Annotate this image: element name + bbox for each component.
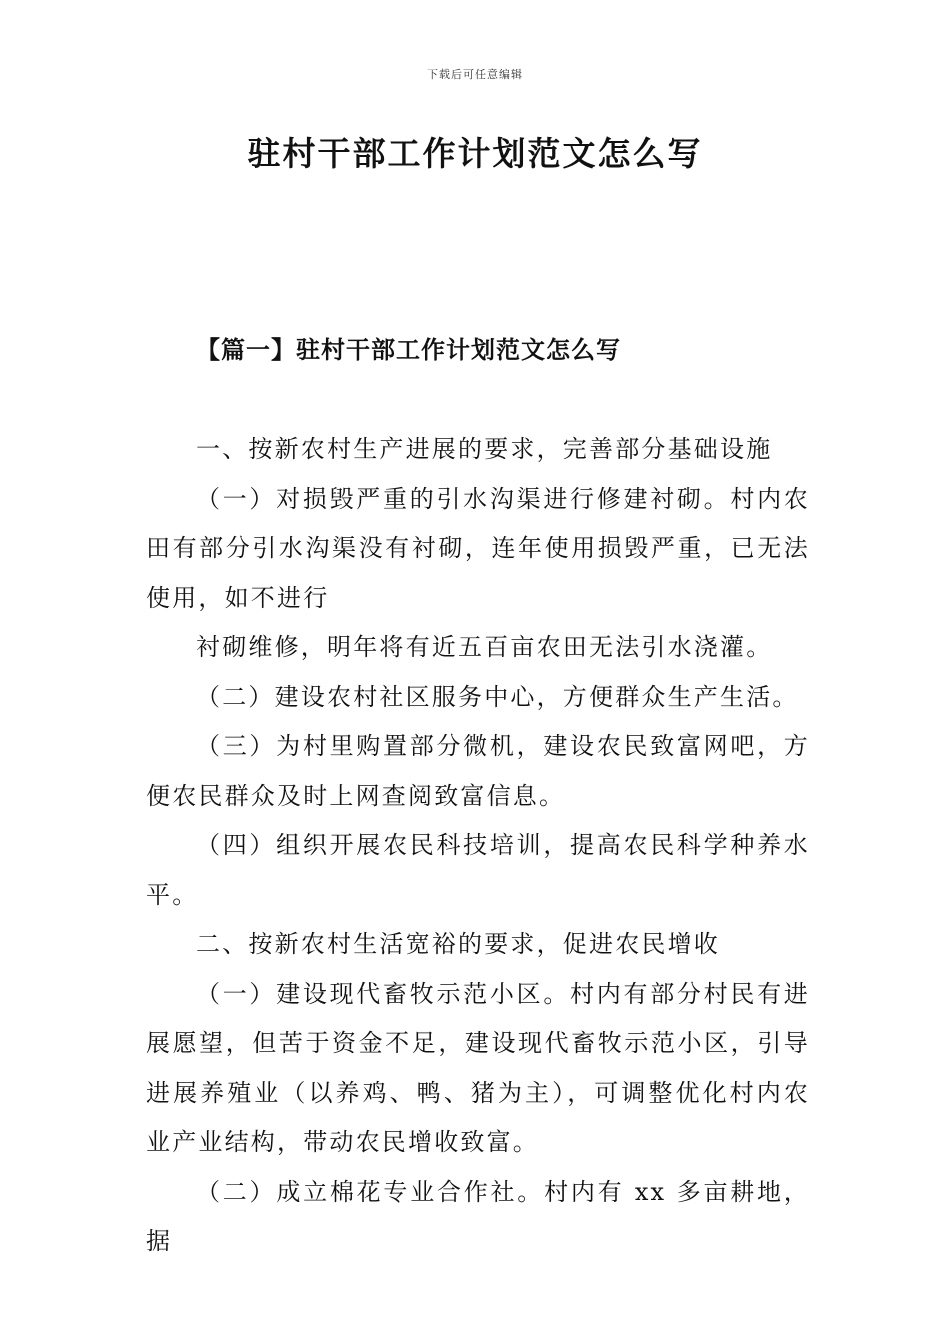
document-title: 驻村干部工作计划范文怎么写 [247,134,703,173]
paragraph-item-2-1: （一）建设现代畜牧示范小区。村内有部分村民有进展愿望，但苦于资金不足，建设现代畜牧示范小区，引导进展养殖业（以养鸡、鸭、猪为主），可调整优化村内农业产业结构，带动农民增收致富。 [146,979,810,1156]
download-note: 下载后可任意编辑 [427,68,523,81]
paragraph-item-1-1-continued: 衬砌维修，明年将有近五百亩农田无法引水浇灌。 [196,633,773,661]
paragraph-heading-2: 二、按新农村生活宽裕的要求，促进农民增收 [196,930,720,958]
section-heading: 【篇一】驻村干部工作计划范文怎么写 [196,335,621,364]
paragraph-item-1-2: （二）建设农村社区服务中心，方便群众生产生活。 [196,682,799,711]
document-body [146,425,810,1267]
paragraph-item-1-4: （四）组织开展农民科技培训，提高农民科学种养水平。 [146,831,810,909]
paragraph-item-2-2: （二）成立棉花专业合作社。村内有 xx 多亩耕地，据 [146,1177,810,1255]
paragraph-heading-1: 一、按新农村生产进展的要求，完善部分基础设施 [196,435,773,463]
paragraph-item-1-1: （一）对损毁严重的引水沟渠进行修建衬砌。村内农田有部分引水沟渠没有衬砌，连年使用损毁严重，已无法使用，如不进行 [146,484,810,612]
paragraph-item-1-3: （三）为村里购置部分微机，建设农民致富网吧，方便农民群众及时上网查阅致富信息。 [146,732,810,810]
